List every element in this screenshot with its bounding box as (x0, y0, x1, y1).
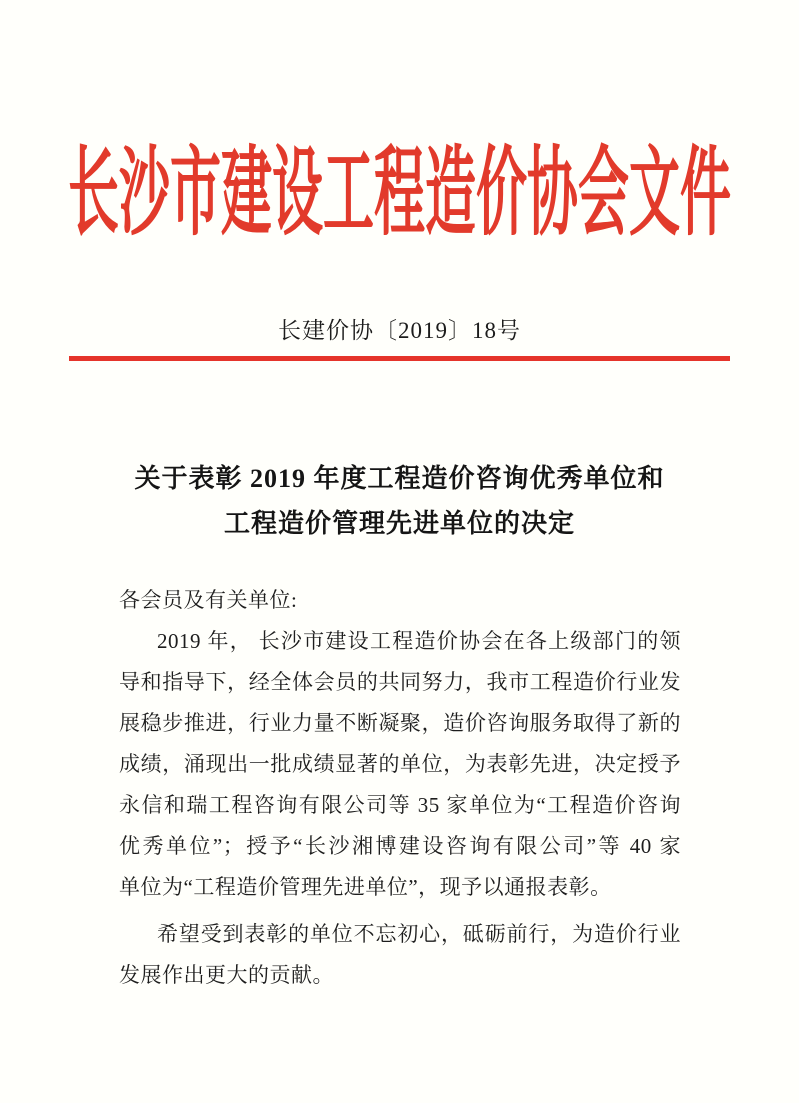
body-paragraph1-line6: 优秀单位”；授予“长沙湘博建设咨询有限公司”等 40 家 (119, 834, 681, 858)
red-separator-line (69, 356, 730, 361)
document-title-line-1: 关于表彰 2019 年度工程造价咨询优秀单位和 (134, 464, 665, 493)
document-number: 长建价协〔2019〕18号 (278, 318, 521, 343)
document-title (0, 456, 799, 546)
body-paragraph1-line3: 展稳步推进，行业力量不断凝聚，造价咨询服务取得了新的 (119, 711, 681, 735)
body-paragraph1-line4: 成绩，涌现出一批成绩显著的单位，为表彰先进，决定授予 (119, 752, 681, 776)
body-paragraph1-line1: 2019 年， 长沙市建设工程造价协会在各上级部门的领 (157, 629, 681, 653)
document-header-title: 长沙市建设工程造价协会文件 (67, 142, 731, 249)
body-paragraph1-line5: 永信和瑞工程咨询有限公司等 35 家单位为“工程造价咨询 (119, 793, 681, 817)
body-paragraph1-line7: 单位为“工程造价管理先进单位”，现予以通报表彰。 (119, 875, 612, 899)
body-paragraph2-line1: 希望受到表彰的单位不忘初心，砥砺前行，为造价行业 (157, 922, 681, 946)
body-paragraph2-line2: 发展作出更大的贡献。 (119, 963, 334, 987)
document-body (119, 580, 681, 996)
body-paragraph1-line2: 导和指导下，经全体会员的共同努力，我市工程造价行业发 (119, 670, 681, 694)
salutation-line: 各会员及有关单位: (119, 588, 298, 612)
document-title-line-2: 工程造价管理先进单位的决定 (223, 509, 575, 538)
